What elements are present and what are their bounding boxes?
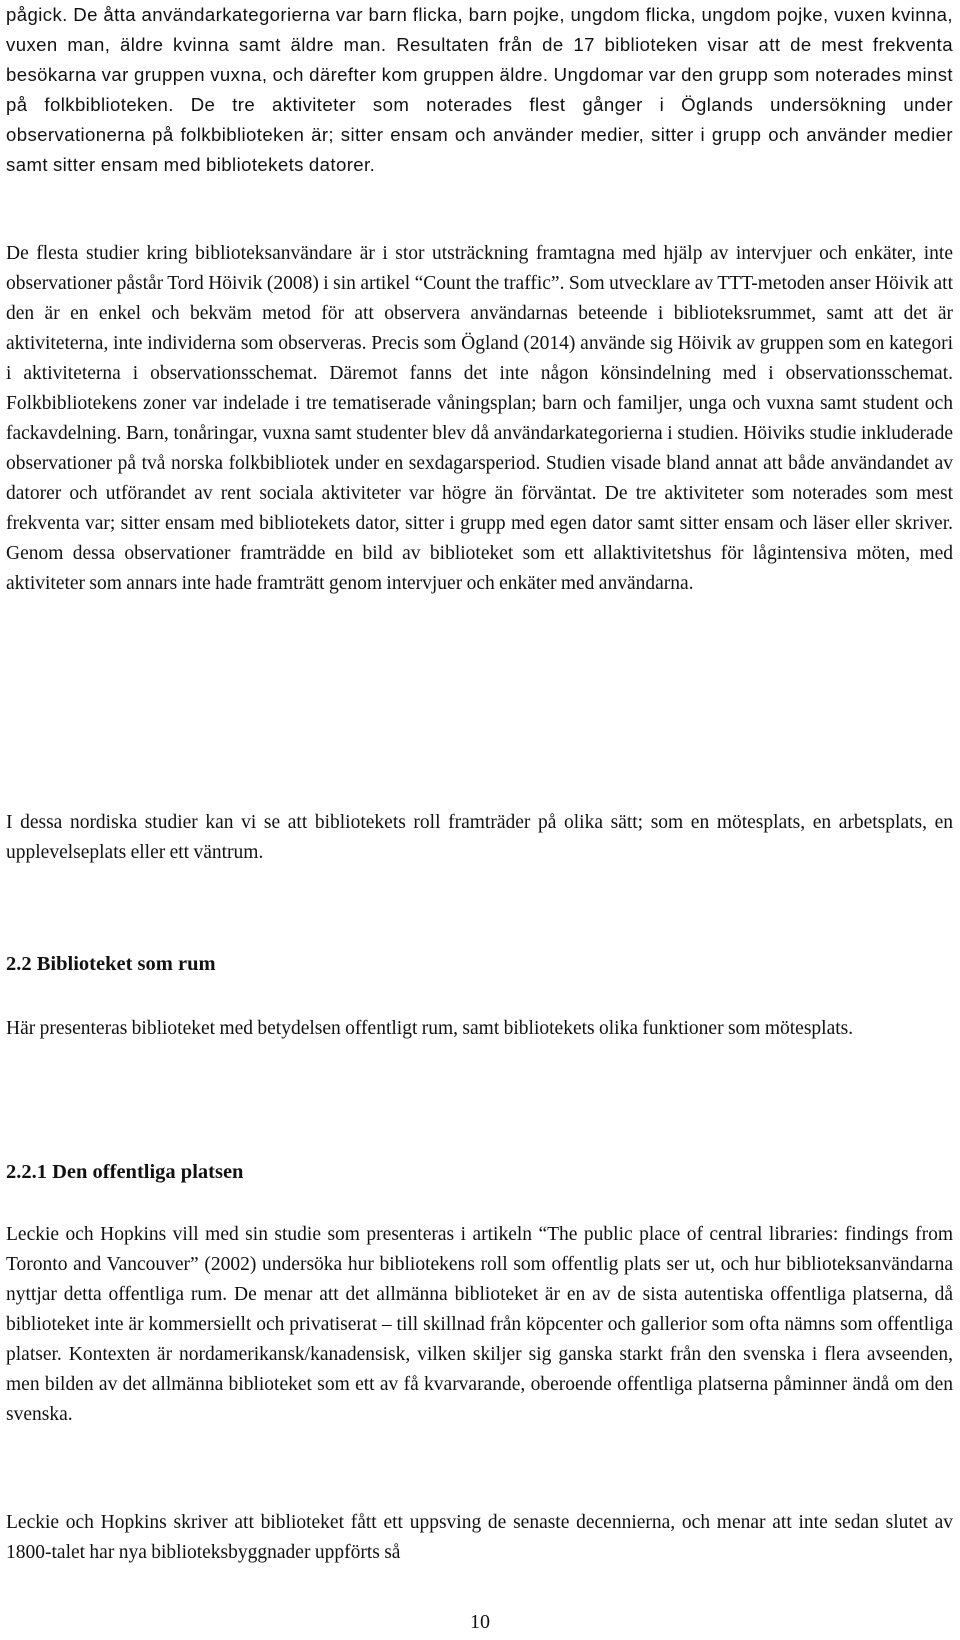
section-heading-2-2-1: 2.2.1 Den offentliga platsen: [6, 1161, 244, 1183]
paragraph-hoivik-study: De flesta studier kring biblioteksanvändare är i stor utsträckning framtagna med hjälp av intervjuer och enkäter, inte observationer påstår Tord Höivik (2008) i sin artikel “Count the traffic”. Som utvecklare av TTT-metoden anser Höivik att den är en enkel och bekväm metod för att observera användarnas beteende i biblioteksrummet, samt att det är aktiviteterna, inte individerna som observeras. Precis som Ögland (2014) använde sig Höivik av gruppen som en kategori i aktiviteterna i observationsschemat. Däremot fanns det inte någon könsindelning med i observationsschemat. Folkbibliotekens zoner var indelade i tre tematiserade våningsplan; barn och familjer, unga och vuxna samt student och fackavdelning. Barn, tonåringar, vuxna samt studenter blev då användarkategorierna i studien. Höiviks studie inkluderade observationer på två norska folkbibliotek under en sexdagarsperiod. Studien visade bland annat att både användandet av datorer och utförandet av rent sociala aktiviteter var högre än förväntat. De tre aktiviteter som noterades som mest frekventa var; sitter ensam med bibliotekets dator, sitter i grupp med egen dator samt sitter ensam och läser eller skriver. Genom dessa observationer framträdde en bild av biblioteket som ett allaktivitetshus för lågintensiva möten, med aktiviteter som annars inte hade framträtt genom intervjuer och enkäter med användarna.: [6, 243, 953, 594]
section-heading-2-2: 2.2 Biblioteket som rum: [6, 953, 216, 975]
page-number: 10: [470, 1611, 490, 1633]
paragraph-leckie-hopkins: Leckie och Hopkins vill med sin studie som presenteras i artikeln “The public place of central libraries: findings from Toronto and Vancouver” (2002) undersöka hur bibliotekens roll som offentlig plats ser ut, och hur biblioteksanvändarna nyttjar detta offentliga rum. De menar att det allmänna biblioteket är en av de sista autentiska offentliga platserna, då biblioteket inte är kommersiellt och privatiserat – till skillnad från köpcenter och gallerior som ofta nämns som offentliga platser. Kontexten är nordamerikansk/kanadensisk, vilken skiljer sig ganska starkt från den svenska i flera avseenden, men bilden av det allmänna biblioteket som ett av få kvarvarande, oberoende offentliga platserna påminner ändå om den svenska.: [6, 1224, 953, 1425]
paragraph-nordic-studies: I dessa nordiska studier kan vi se att bibliotekets roll framträder på olika sätt; som en mötesplats, en arbetsplats, en upplevelseplats eller ett väntrum.: [6, 812, 953, 863]
paragraph-user-categories: pågick. De åtta användarkategorierna var barn flicka, barn pojke, ungdom flicka, ungdom pojke, vuxen kvinna, vuxen man, äldre kvinna samt äldre man. Resultaten från de 17 biblioteken visar att de mest frekventa besökarna var gruppen vuxna, och därefter kom gruppen äldre. Ungdomar var den grupp som noterades minst på folkbiblioteken. De tre aktiviteter som noterades flest gånger i Öglands undersökning under observationerna på folkbiblioteken är; sitter ensam och använder medier, sitter i grupp och använder medier samt sitter ensam med bibliotekets datorer.: [6, 4, 953, 175]
paragraph-section-intro: Här presenteras biblioteket med betydelsen offentligt rum, samt bibliotekets olika funktioner som mötesplats.: [6, 1018, 854, 1039]
paragraph-leckie-hopkins-continued: Leckie och Hopkins skriver att biblioteket fått ett uppsving de senaste decennierna, och menar att inte sedan slutet av 1800-talet har nya biblioteksbyggnader uppförts så: [6, 1512, 953, 1563]
